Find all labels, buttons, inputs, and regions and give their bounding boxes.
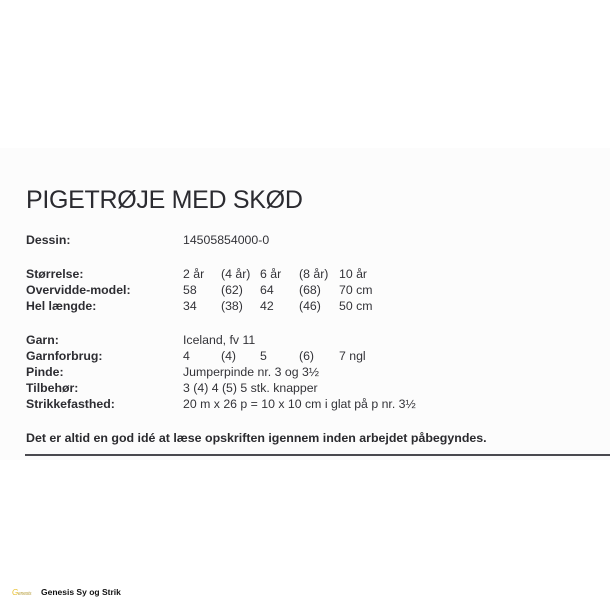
needles-value: Jumperpinde nr. 3 og 3½ (183, 365, 320, 379)
gauge-label: Strikkefasthed: (26, 397, 115, 411)
instruction-note: Det er altid en god idé at læse opskriften igennem inden arbejdet påbegyndes. (26, 431, 487, 445)
length-cell: 50 cm (339, 299, 373, 313)
needles-label: Pinde: (26, 365, 64, 379)
size-cell: 10 år (339, 267, 368, 281)
yarn-value: Iceland, fv 11 (183, 333, 256, 347)
size-cell: 2 år (183, 267, 205, 281)
footer-brand (12, 586, 121, 598)
length-cell: 42 (260, 299, 274, 313)
size-cell: 6 år (260, 267, 282, 281)
accessories-value: 3 (4) 4 (5) 5 stk. knapper (183, 381, 318, 395)
genesis-logo-icon: Genesis (12, 587, 32, 597)
length-cell: (46) (299, 299, 321, 313)
yarn-usage-cell: 4 (183, 349, 190, 363)
length-label: Hel længde: (26, 299, 97, 313)
size-cell: (4 år) (221, 267, 251, 281)
yarn-usage-label: Garnforbrug: (26, 349, 103, 363)
yarn-label: Garn: (26, 333, 59, 347)
chest-width-cell: 70 cm (339, 283, 373, 297)
divider-rule (25, 454, 610, 456)
pattern-title: PIGETRØJE MED SKØD (26, 186, 303, 214)
chest-width-cell: 58 (183, 283, 197, 297)
chest-width-cell: 64 (260, 283, 274, 297)
yarn-usage-cell: (6) (299, 349, 315, 363)
size-cell: (8 år) (299, 267, 329, 281)
dessin-label: Dessin: (26, 233, 71, 247)
yarn-usage-cell: (4) (221, 349, 237, 363)
accessories-label: Tilbehør: (26, 381, 79, 395)
chest-width-cell: (62) (221, 283, 243, 297)
size-label: Størrelse: (26, 267, 84, 281)
chest-width-cell: (68) (299, 283, 321, 297)
chest-width-label: Overvidde-model: (26, 283, 131, 297)
length-cell: (38) (221, 299, 243, 313)
brand-name: Genesis Sy og Strik (41, 587, 121, 597)
length-cell: 34 (183, 299, 197, 313)
gauge-value: 20 m x 26 p = 10 x 10 cm i glat på p nr. 3½ (183, 397, 416, 411)
yarn-usage-cell: 7 ngl (339, 349, 366, 363)
dessin-value: 14505854000-0 (183, 233, 270, 247)
yarn-usage-cell: 5 (260, 349, 267, 363)
